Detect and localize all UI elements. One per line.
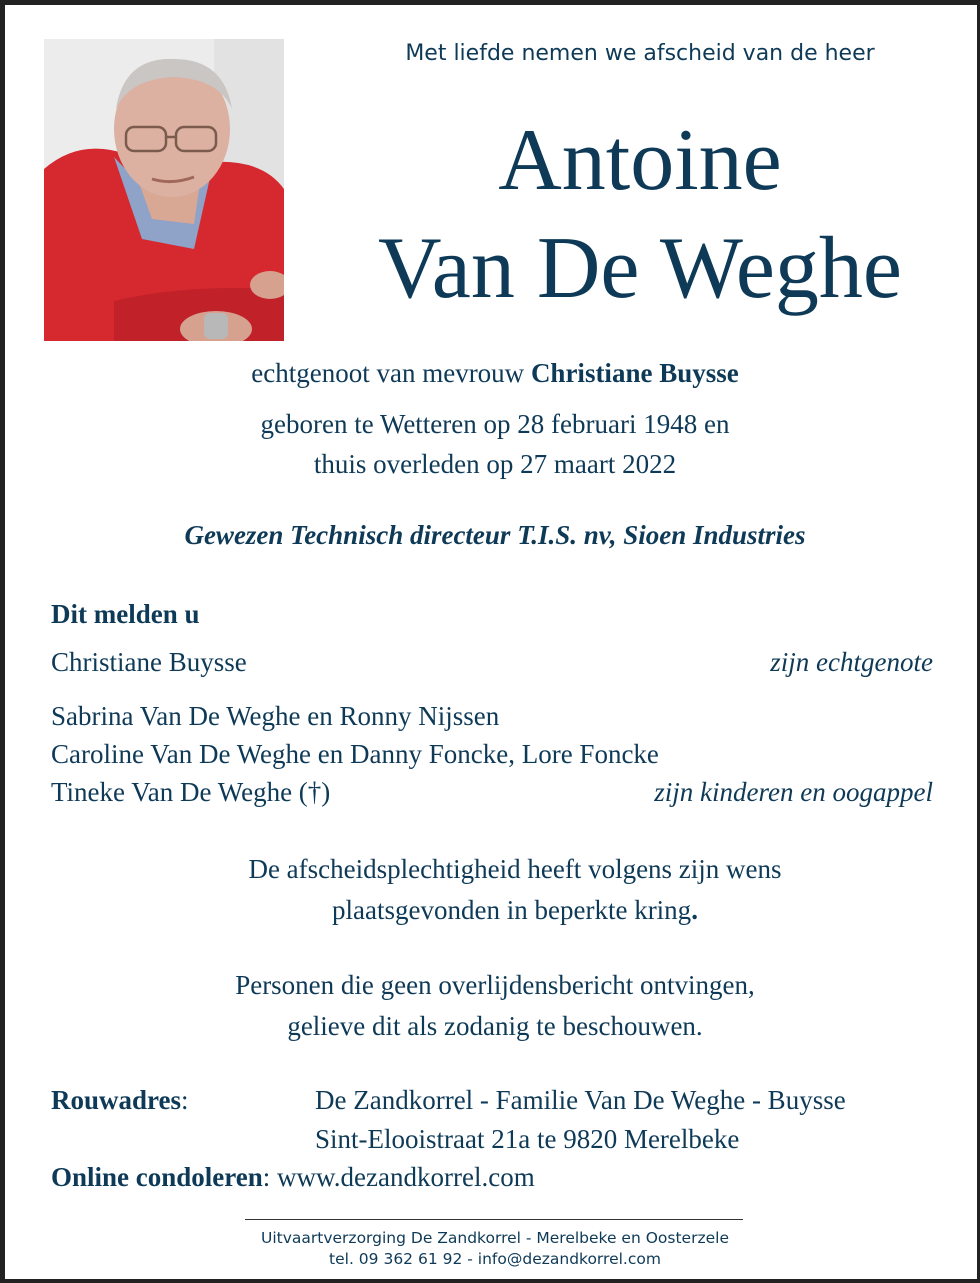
deceased-first-name: Antoine [498,112,782,209]
notice-line-1: Personen die geen overlijdensbericht ontvingen, [235,970,755,1000]
ceremony-line-1: De afscheidsplechtigheid heeft volgens zijn wens [248,854,782,884]
ceremony-line-2-period: . [691,895,698,925]
family-heading: Dit melden u [51,599,200,629]
spouse-line [45,358,945,389]
family-child-2: Caroline Van De Weghe en Danny Foncke, Lore Foncke [51,739,659,769]
address-label-row: Rouwadres: [51,1085,189,1115]
family-child-3: Tineke Van De Weghe (†) [51,777,331,807]
ceremony-line-2 [65,895,965,926]
family-children-role: zijn kinderen en oogappel [654,777,933,807]
occupation-line: Gewezen Technisch directeur T.I.S. nv, Sioen Industries [184,520,806,550]
family-child-1: Sabrina Van De Weghe en Ronny Nijssen [51,701,500,731]
online-label: Online condoleren [51,1162,263,1192]
address-label: Rouwadres [51,1085,182,1115]
website-link[interactable]: www.dezandkorrel.com [277,1162,535,1192]
family-spouse-role: zijn echtgenote [770,647,933,677]
notice-line-2: gelieve dit als zodanig te beschouwen. [287,1011,703,1041]
died-line: thuis overleden op 27 maart 2022 [313,449,677,479]
ceremony-line-2-text: plaatsgevonden in beperkte kring [332,895,692,925]
address-line-2: Sint-Elooistraat 21a te 9820 Merelbeke [315,1124,740,1154]
deceased-last-name: Van De Weghe [377,220,902,317]
footer-line-1: Uitvaartverzorging De Zandkorrel - Merelbeke en Oosterzele [261,1229,729,1247]
footer-line-2: tel. 09 362 61 92 - info@dezandkorrel.com [329,1250,661,1268]
online-condolence-row: Online condoleren: www.dezandkorrel.com [51,1162,535,1192]
family-spouse-name: Christiane Buysse [51,647,247,677]
address-line-1: De Zandkorrel - Familie Van De Weghe - Buysse [315,1085,846,1115]
born-line: geboren te Wetteren op 28 februari 1948 en [260,409,730,439]
intro-line: Met liefde nemen we afscheid van de heer [405,41,875,66]
portrait-photo [44,39,284,341]
spouse-line-prefix: echtgenoot van mevrouw [251,358,525,388]
footer-divider [245,1219,743,1220]
spouse-line-name: Christiane Buysse [530,358,739,388]
